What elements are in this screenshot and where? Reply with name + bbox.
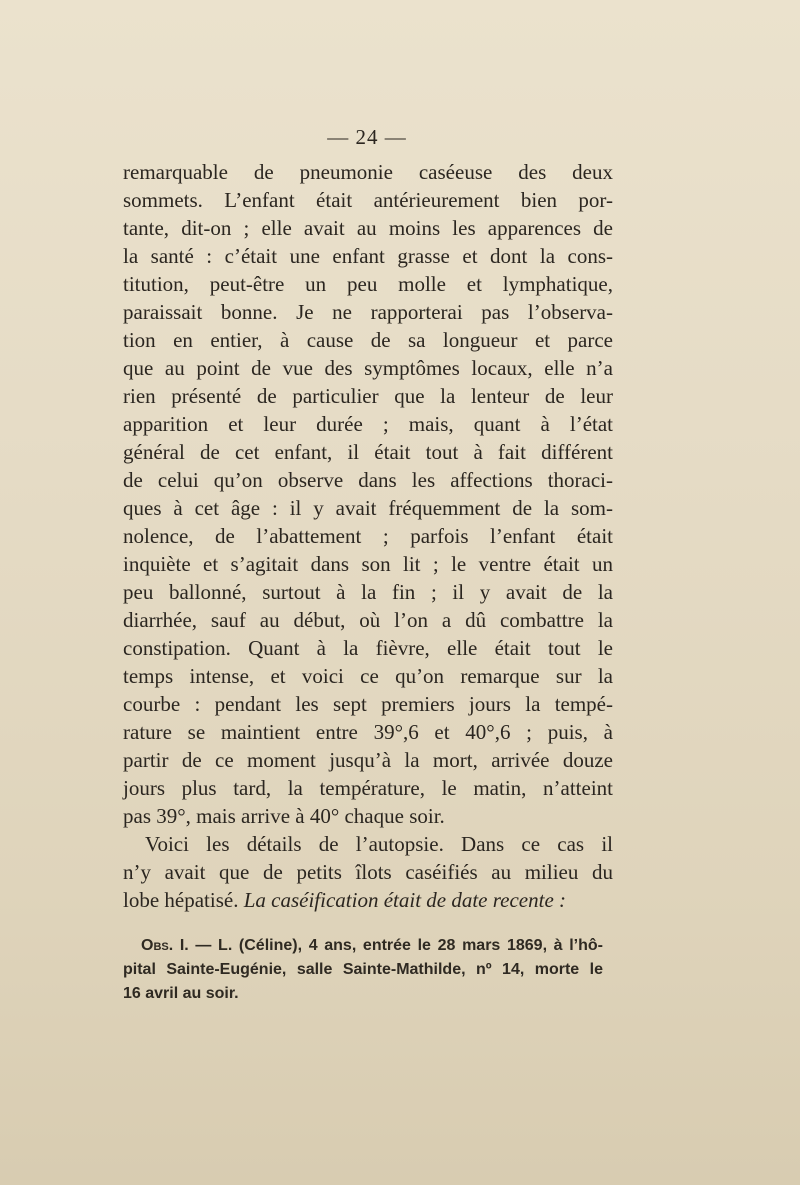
footnote-line xyxy=(123,934,603,958)
text-line: tante, dit-on ; elle avait au moins les apparences de xyxy=(123,216,613,240)
text-line: apparition et leur durée ; mais, quant à l’état xyxy=(123,412,613,436)
text-line: temps intense, et voici ce qu’on remarque sur la xyxy=(123,664,613,688)
text-line: Voici les détails de l’autopsie. Dans ce cas il xyxy=(145,832,613,856)
footnote-line: 16 avril au soir. xyxy=(123,985,239,1002)
text-line: remarquable de pneumonie caséeuse des deux xyxy=(123,160,613,184)
footnote-text: — L. (Céline), 4 ans, entrée le 28 mars 1869, à l’hô- xyxy=(188,937,603,954)
text-line: ques à cet âge : il y avait fréquemment de la som- xyxy=(123,496,613,520)
text-line: de celui qu’on observe dans les affections thoraci- xyxy=(123,468,613,492)
text-line: courbe : pendant les sept premiers jours la tempé- xyxy=(123,692,613,716)
page-number: — 24 — xyxy=(327,125,407,149)
text-line: général de cet enfant, il était tout à fait différent xyxy=(123,440,613,464)
text-line: partir de ce moment jusqu’à la mort, arrivée douze xyxy=(123,748,613,772)
text-line: diarrhée, sauf au début, où l’on a dû combattre la xyxy=(123,608,613,632)
footnote-line: pital Sainte-Eugénie, salle Sainte-Mathilde, nº 14, morte le xyxy=(123,961,603,978)
text-line: constipation. Quant à la fièvre, elle était tout le xyxy=(123,636,613,660)
text-line: paraissait bonne. Je ne rapporterai pas l’observa- xyxy=(123,300,613,324)
text-line: peu ballonné, surtout à la fin ; il y avait de la xyxy=(123,580,613,604)
text-italic: La caséification était de date recente : xyxy=(243,888,567,912)
text-line: nolence, de l’abattement ; parfois l’enfant était xyxy=(123,524,613,548)
text-line: que au point de vue des symptômes locaux, elle n’a xyxy=(123,356,613,380)
text-line: pas 39°, mais arrive à 40° chaque soir. xyxy=(123,804,445,828)
text-line: sommets. L’enfant était antérieurement bien por- xyxy=(123,188,613,212)
text-line: inquiète et s’agitait dans son lit ; le ventre était un xyxy=(123,552,613,576)
text-line: rature se maintient entre 39°,6 et 40°,6 ; puis, à xyxy=(123,720,613,744)
text-line: jours plus tard, la température, le matin, n’atteint xyxy=(123,776,613,800)
text-line: rien présenté de particulier que la lenteur de leur xyxy=(123,384,613,408)
text-line: titution, peut-être un peu molle et lymphatique, xyxy=(123,272,613,296)
footnote xyxy=(123,934,603,1006)
text-line: la santé : c’était une enfant grasse et dont la cons- xyxy=(123,244,613,268)
text-line: n’y avait que de petits îlots caséifiés au milieu du xyxy=(123,860,613,884)
text-plain: lobe hépatisé. xyxy=(123,888,244,912)
footnote-label: Obs. I. xyxy=(141,937,189,954)
main-text xyxy=(123,158,613,914)
text-line-mixed xyxy=(123,886,613,914)
text-line: tion en entier, à cause de sa longueur et parce xyxy=(123,328,613,352)
